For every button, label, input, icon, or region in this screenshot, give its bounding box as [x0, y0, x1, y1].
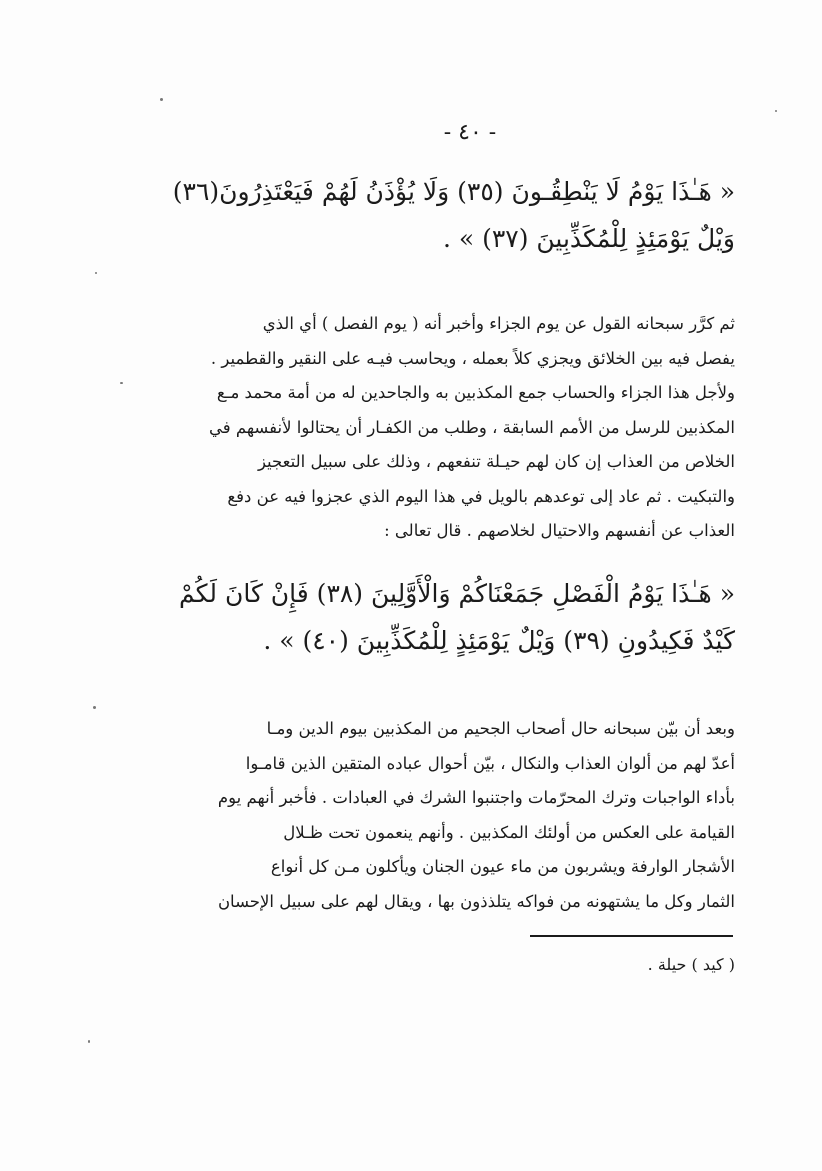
scan-speck — [93, 706, 96, 709]
scan-speck — [88, 1040, 90, 1043]
commentary-paragraph-2 — [200, 712, 735, 919]
verse-line: « هَـٰذَا يَوْمُ لَا يَنْطِقُـونَ (٣٥) وَلَا يُؤْذَنُ لَهُمْ فَيَعْتَذِرُونَ(٣٦) — [172, 177, 735, 206]
paragraph-line: والتبكيت . ثم عاد إلى توعدهم بالويل في هذا اليوم الذي عجزوا فيه عن دفع — [227, 486, 735, 506]
scan-speck — [95, 272, 97, 274]
verse-line: وَيْلٌ يَوْمَئِذٍ لِلْمُكَذِّبِينَ (٣٧) » . — [442, 224, 735, 253]
verse-line: « هَـٰذَا يَوْمُ الْفَصْلِ جَمَعْنَاكُمْ وَالْأَوَّلِينَ (٣٨) فَإِنْ كَانَ لَكُمْ — [178, 579, 735, 608]
quran-verse-block-2 — [178, 570, 735, 664]
paragraph-line: أعدّ لهم من ألوان العذاب والنكال ، بيّن أحوال عباده المتقين الذين قامـوا — [245, 753, 735, 773]
paragraph-line: يفصل فيه بين الخلائق ويجزي كلاً بعمله ، ويحاسب فيـه على النقير والقطمير . — [210, 348, 735, 368]
commentary-paragraph-1 — [200, 307, 735, 549]
paragraph-line: العذاب عن أنفسهم والاحتيال لخلاصهم . قال تعالى : — [384, 521, 735, 540]
footnote-divider — [530, 935, 733, 937]
quran-verse-block-1 — [172, 168, 735, 262]
verse-line: كَيْدٌ فَكِيدُونِ (٣٩) وَيْلٌ يَوْمَئِذٍ لِلْمُكَذِّبِينَ (٤٠) » . — [263, 626, 735, 655]
paragraph-line: ولأجل هذا الجزاء والحساب جمع المكذبين به والجاحدين له من أمة محمد مـع — [216, 383, 735, 402]
paragraph-line: ثم كرَّر سبحانه القول عن يوم الجزاء وأخبر أنه ( يوم الفصل ) أي الذي — [262, 314, 735, 333]
paragraph-line: الأشجار الوارفة ويشربون من ماء عيون الجنان ويأكلون مـن كل أنواع — [270, 857, 735, 876]
scan-speck — [120, 382, 123, 384]
paragraph-line: المكذبين للرسل من الأمم السابقة ، وطلب من الكفـار أن يحتالوا لأنفسهم في — [208, 417, 735, 437]
footnote: ( كيد ) حيلة . — [647, 955, 735, 974]
scan-speck — [160, 98, 163, 101]
scan-speck — [775, 110, 777, 112]
page-number: - ٤٠ - — [443, 120, 497, 145]
paragraph-line: بأداء الواجبات وترك المحرّمات واجتنبوا الشرك في العبادات . فأخبر أنهم يوم — [217, 788, 735, 807]
paragraph-line: الثمار وكل ما يشتهونه من فواكه يتلذذون بها ، ويقال لهم على سبيل الإحسان — [217, 891, 735, 911]
paragraph-line: الخلاص من العذاب إن كان لهم حيـلة تنفعهم ، وذلك على سبيل التعجيز — [257, 452, 735, 471]
paragraph-line: وبعد أن بيّن سبحانه حال أصحاب الجحيم من المكذبين بيوم الدين ومـا — [266, 719, 735, 738]
paragraph-line: القيامة على العكس من أولئك المكذبين . وأنهم ينعمون تحت ظـلال — [283, 822, 735, 842]
